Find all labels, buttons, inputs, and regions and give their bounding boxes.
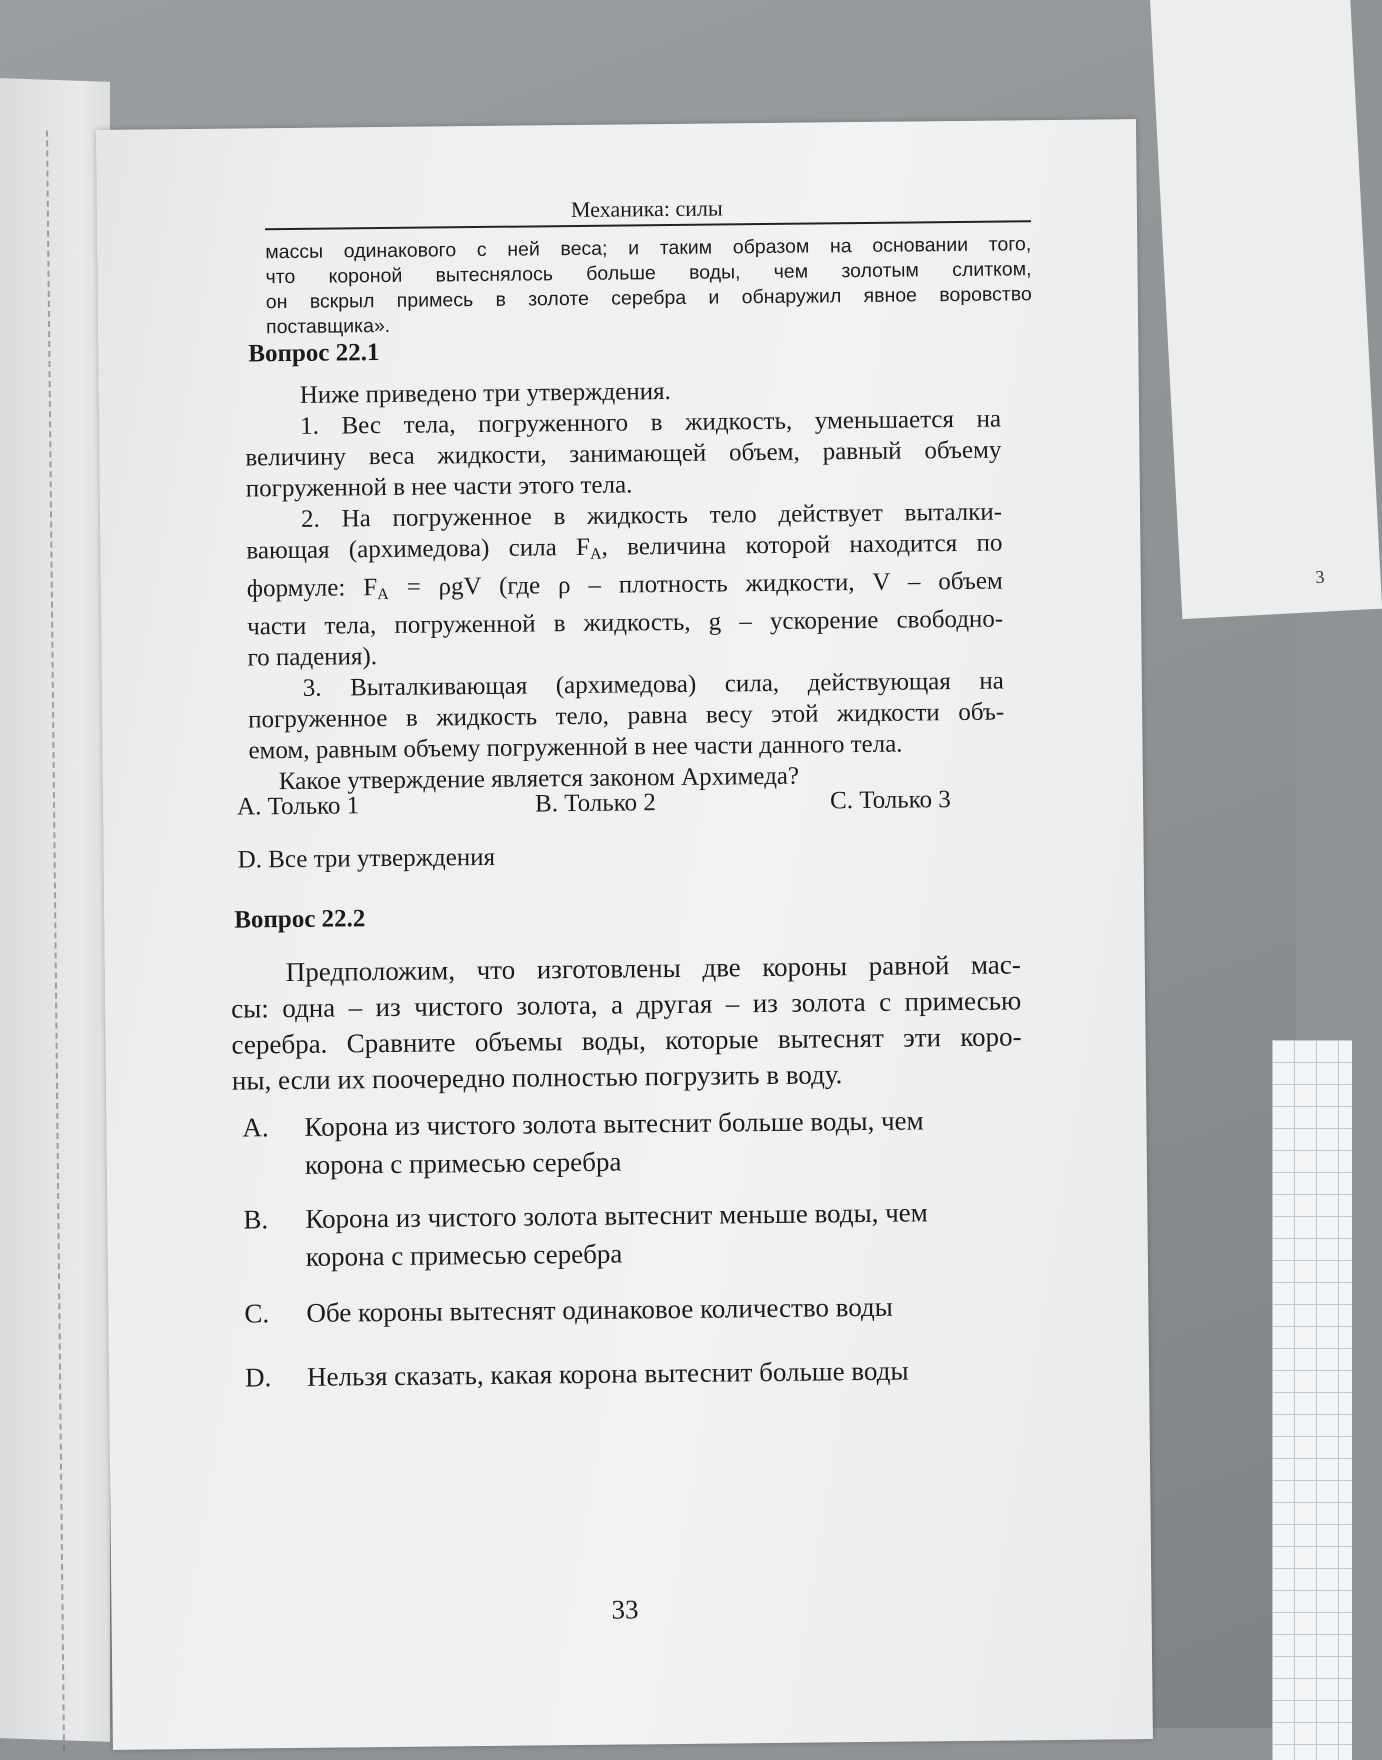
q1-line: Ниже приведено три утверждения. [299, 377, 671, 409]
q1-line: величину веса жидкости, занимающей объем, равный объему [245, 436, 1002, 472]
q1-line: 1. Вес тела, погруженного в жидкость, уменьшается на [299, 405, 1002, 440]
q1-option-c: C. Только 3 [829, 786, 951, 815]
q1-question-line: Какое утверждение является законом Архимеда? [278, 762, 800, 796]
intro-line: поставщика». [265, 314, 391, 339]
q2-option-letter: A. [242, 1112, 269, 1143]
q2-line: ны, если их поочередно полностью погрузить в воду. [231, 1059, 843, 1096]
q2-option-text: Обе короны вытеснят одинаковое количество воды [306, 1291, 894, 1328]
running-head: Механика: силы [570, 195, 723, 223]
q2-option-text: Нельзя сказать, какая корона вытеснит больше воды [306, 1355, 909, 1392]
book-page [96, 119, 1153, 1750]
q1-line-with-formula: вающая (архимедова) сила $F_A$, величина которой находится по [246, 529, 1003, 565]
question-22-2-heading: Вопрос 22.2 [234, 905, 366, 934]
q1-line: части тела, погруженной в жидкость, g – ускорение свободно- [247, 605, 1004, 641]
q1-option-a: A. Только 1 [236, 792, 360, 821]
question-22-1-text [245, 373, 1005, 798]
page-number: 33 [611, 1594, 639, 1625]
intro-line: он вскрыл примесь в золоте серебра и обнаружил явное воровство [265, 283, 1032, 314]
side-paper-sheet [1150, 0, 1382, 619]
q2-line: Предположим, что изготовлены две короны равной мас- [285, 949, 1021, 988]
q1-option-d: D. Все три утверждения [237, 843, 496, 874]
q2-option-letter: C. [244, 1298, 270, 1329]
q1-line-with-formula: формуле: $F_A = \rho gV$ (где ρ – плотность жидкости, V – объем [246, 567, 1003, 604]
q1-line: емом, равным объему погруженной в нее части данного тела. [248, 730, 903, 765]
q1-line: погруженное в жидкость тело, равна весу этой жидкости объ- [248, 698, 1005, 734]
question-22-2-text [231, 946, 1022, 1098]
q2-line: серебра. Сравните объемы воды, которые вытеснят эти коро- [231, 1021, 1022, 1060]
q1-line: 2. На погруженное в жидкость тело действует выталки- [300, 498, 1003, 533]
q1-option-b: B. Только 2 [534, 789, 656, 818]
question-22-1-heading: Вопрос 22.1 [248, 339, 380, 368]
intro-paragraph [265, 232, 1032, 340]
q2-line: сы: одна – из чистого золота, а другая – из золота с примесью [231, 985, 1022, 1024]
q1-line: го падения). [247, 643, 378, 672]
intro-line: массы одинакового с ней веса; и таким образом на основании того, [265, 233, 1032, 264]
intro-line: что короной вытеснялось больше воды, чем золотым слитком, [265, 258, 1032, 289]
q2-option-letter: B. [243, 1204, 269, 1235]
q2-option-letter: D. [244, 1362, 272, 1393]
q2-option-text: Корона из чистого золота вытеснит больше воды, чем корона с примесью серебра [304, 1105, 924, 1180]
side-sheet-mark: 3 [1314, 566, 1325, 588]
q1-line: погруженной в нее части этого тела. [245, 471, 633, 503]
q1-line: 3. Выталкивающая (архимедова) сила, действующая на [302, 667, 1004, 702]
q2-option-text: Корона из чистого золота вытеснит меньше воды, чем корона с примесью серебра [305, 1197, 928, 1272]
grid-paper-sheet [1272, 1040, 1352, 1760]
